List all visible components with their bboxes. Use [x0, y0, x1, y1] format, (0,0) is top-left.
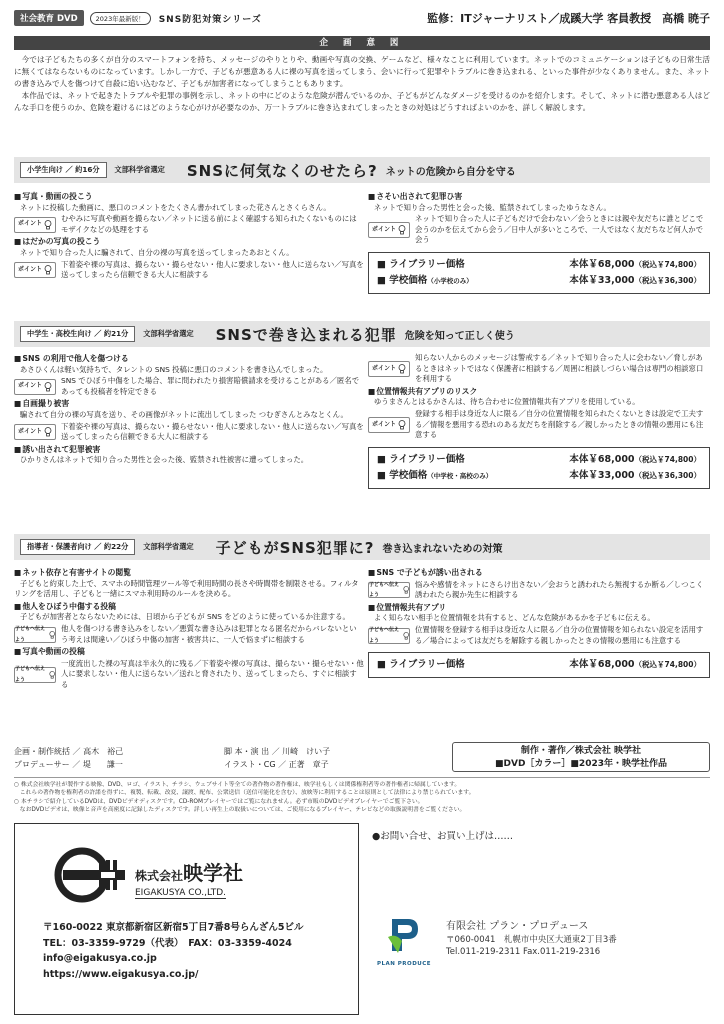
section-bar	[14, 157, 710, 183]
point-row	[14, 624, 364, 645]
credit-director: 企画・制作統括 ／ 高木 裕己	[14, 747, 124, 756]
point-row	[14, 659, 364, 691]
bulb-icon	[44, 427, 52, 437]
price-box	[368, 652, 710, 678]
plan-produce-logo-text: PLAN PRODUCE	[376, 961, 432, 967]
topic-body: あさひくんは軽い気持ちで、タレントの SNS 投稿に悪口のコメントを書き込んでしまった。	[19, 364, 328, 374]
approval-label: 文部科学省選定	[143, 329, 194, 338]
point-text: SNS でひぼう中傷をした場合、罪に問われたり損害賠償請求を受けることがある／匿名であっても投稿者を特定できる	[61, 376, 360, 396]
topic-title: ■ さそい出されて犯罪ひ害	[368, 192, 710, 203]
tell-children-badge: 子どもへ伝えよう	[14, 667, 56, 683]
tell-children-badge: 子どもへ伝えよう	[14, 627, 56, 643]
eigakusya-logo-icon	[53, 846, 125, 904]
section-subtitle: 巻き込まれないための対策	[382, 543, 503, 555]
topic-body: ネットで知り合った男性と会った後、監禁されてしまったゆうなさん。	[373, 202, 611, 212]
section-subtitle: ネットの危険から自分を守る	[385, 166, 516, 178]
tell-children-badge: 子どもへ伝えよう	[368, 628, 410, 644]
section-right-column	[368, 352, 710, 489]
supervisor: 監修：ITジャーナリスト／成蹊大学 客員教授 高橋 暁子	[427, 12, 710, 25]
topic-title: ■ 誘い出されて犯罪被害	[14, 445, 364, 456]
topic-title: ■ 自画撮り被害	[14, 399, 364, 410]
company-email[interactable]: info@eigakusya.co.jp	[43, 953, 157, 964]
dealer-tel: Tel.011-219-2311 Fax.011-219-2316	[446, 947, 601, 957]
dealer-name: 有限会社 プラン・プロデュース	[446, 921, 589, 932]
point-badge: ポイント	[368, 361, 410, 377]
section-left-column	[14, 566, 364, 693]
company-english: EIGAKUSYA CO.,LTD.	[135, 888, 227, 898]
topic-body: 騙されて自分の裸の写真を送り、その画像がネットに流出してしまった つむぎさんとみなとくん。	[19, 409, 348, 419]
dvd-badge: 社会教育 DVD	[14, 10, 84, 26]
section-left-column	[14, 190, 364, 283]
copyright-notes	[14, 777, 710, 815]
point-row	[14, 422, 364, 443]
point-row	[368, 353, 710, 385]
dealer-info	[446, 921, 617, 959]
note-line: ○ 本チラシで紹介しているDVDは、DVDビデオディスクです。CD-ROMプレイヤーではご覧になれません。必ず市販のDVDビデオプレイヤーでご覧下さい。	[14, 798, 424, 805]
bulb-icon	[44, 265, 52, 275]
bulb-icon	[403, 631, 409, 641]
series-title: SNS防犯対策シリーズ	[158, 14, 262, 25]
topic-body: ネットに投稿した動画に、悪口のコメントをたくさん書かれてしまった花さんとさくらさん。	[19, 202, 331, 212]
point-row	[368, 580, 710, 601]
new-edition-badge: 2023年最新版！	[90, 12, 151, 25]
target-label: 小学生向け ／ 約16分	[20, 162, 107, 178]
topic-body: 子どもと約束した上で、スマホの時間管理ツール等で利用時間の長さや時間帯を制限させる。フィルタリングを活用し、子どもと一緒にスマホ利用時のルールを決める。	[14, 578, 359, 599]
price-line: ■ ライブラリー価格 本体￥68,000（税込￥74,800）	[377, 258, 701, 270]
bulb-icon	[49, 670, 55, 680]
point-text: 下着姿や裸の写真は、撮らない・撮らせない・他人に要求しない・他人に送らない／写真を送ってしまったら信頼できる大人に相談する	[61, 259, 364, 280]
section-title: SNSに何気なくのせたら?	[186, 161, 378, 180]
bulb-icon	[403, 585, 409, 595]
point-badge: ポイント	[14, 262, 56, 278]
plan-title-bar: 企 画 意 図	[14, 36, 710, 50]
topic-title: ■ 写真・動画の投こう	[14, 192, 364, 203]
point-row	[368, 214, 710, 246]
plan-produce-logo-icon	[386, 915, 422, 955]
note-line: これらの著作物を権利者の許諾を得ずに、複製、転載、改変、譲渡、配布、公衆送信（送信可能化を含む）、放映等に利用することは原則として法律により禁じられています。	[14, 790, 475, 797]
point-text: 悩みや感情をネットにさらけ出さない／会おうと誘われたら無視するか断る／しつこく誘われたら親か先生に相談する	[415, 579, 704, 600]
plan-intro	[14, 54, 710, 114]
section-bar	[14, 321, 710, 347]
point-text: 他人を傷つける書き込みをしない／悪質な書き込みは犯罪となる匿名だからバレないという考えは間違い／ひぼう中傷の加害・被害共に、一人で悩まずに相談する	[61, 623, 357, 644]
topic-title: ■ はだかの写真の投こう	[14, 237, 364, 248]
section-subtitle: 危険を知って正しく使う	[404, 330, 515, 342]
production-credit: 制作・著作／株式会社 映学社	[520, 746, 642, 756]
bulb-icon	[49, 630, 55, 640]
price-line: ■ 学校価格（小学校のみ） 本体￥33,000（税込￥36,300）	[377, 274, 701, 286]
point-text: 下着姿や裸の写真は、撮らない・撮らせない・他人に要求しない・他人に送らない／写真を送ってしまったら信頼できる大人に相談する	[61, 421, 364, 442]
price-box	[368, 252, 710, 294]
point-text: 知らない人からのメッセージは警戒する／ネットで知り合った人に会わない／脅しがあるときはネットではなく保護者に相談する／周囲に相談しづらい場合は専門の相談窓口を利用する	[415, 353, 704, 384]
top-header	[14, 8, 710, 28]
point-badge: ポイント	[368, 222, 410, 238]
point-text: ネットで知り合った人に子どもだけで会わない／会うときには親や友だちに誰とどこで会うのかを伝えてから会う／日中人が多いところで、一人ではなく友だちなど何人かで会う	[415, 214, 704, 245]
topic-title: ■ SNS の利用で他人を傷つける	[14, 354, 364, 365]
point-badge: ポイント	[14, 379, 56, 395]
bulb-icon	[44, 220, 52, 230]
point-row	[368, 409, 710, 441]
topic-body: ゆうまさんとはるかさんは、待ち合わせに位置情報共有アプリを使用している。	[373, 397, 640, 407]
topic-body: よく知らない相手と位置情報を共有すると、どんな危険があるかを子どもに伝える。	[373, 613, 655, 623]
section-bar	[14, 534, 710, 560]
credit-producer: プロデューサー ／ 堤 謙一	[14, 760, 123, 769]
point-badge: ポイント	[14, 217, 56, 233]
topic-title: ■ 位置情報共有アプリのリスク	[368, 387, 710, 398]
topic-title: ■ 他人をひぼう中傷する投稿	[14, 602, 364, 613]
staff-credits	[14, 745, 434, 771]
section-right-column	[368, 190, 710, 294]
bulb-icon	[398, 225, 406, 235]
target-label: 中学生・高校生向け ／ 約21分	[20, 326, 135, 342]
bulb-icon	[44, 382, 52, 392]
production-format: ■DVD［カラー］■2023年・映学社作品	[495, 759, 667, 769]
topic-title: ■ 位置情報共有アプリ	[368, 603, 710, 614]
point-row	[14, 260, 364, 281]
company-address: 〒160-0022 東京都新宿区新宿5丁目7番8号らんざん5ビル	[43, 922, 304, 933]
topic-body: ネットで知り合った人に騙されて、自分の裸の写真を送ってしまったあおとくん。	[19, 247, 294, 257]
point-text: むやみに写真や動画を撮らない／ネットに送る前によく確認する知られたくないものにはモザイクなどの処理をする	[61, 214, 357, 234]
company-contact	[43, 920, 303, 982]
approval-label: 文部科学省選定	[143, 542, 194, 551]
price-box	[368, 447, 710, 489]
inquiry-label: ●お問い合せ、お買い上げは……	[372, 831, 514, 842]
point-text: 位置情報を登録する相手は身近な人に限る／自分の位置情報を知られない設定を活用する／場合によっては友だちを解除する親しかったときの情報の悪用にも注意する	[415, 624, 704, 645]
section-title: 子どもがSNS犯罪に?	[215, 538, 375, 557]
topic-body: 子どもが加害者とならないためには、日頃から子どもが SNS をどのように使っているか注意する。	[19, 612, 350, 622]
credit-illustration: イラスト・CG ／ 正著 章子	[224, 760, 329, 769]
company-box	[14, 823, 359, 1015]
note-line: なおDVDビデオは、映像と音声を高密度に記録したディスクです。詳しい再生上の取扱いについては、ご使用になるプレイヤー、テレビなどの取扱説明書をご覧ください。	[14, 807, 466, 814]
dealer-address: 〒060-0041 札幌市中央区大通東2丁目3番	[446, 934, 617, 945]
point-row	[368, 625, 710, 646]
point-row	[14, 376, 364, 397]
production-box	[452, 742, 710, 772]
target-label: 指導者・保護者向け ／ 約22分	[20, 539, 135, 555]
price-line: ■ ライブラリー価格 本体￥68,000（税込￥74,800）	[377, 453, 701, 465]
price-line: ■ 学校価格（中学校・高校のみ） 本体￥33,000（税込￥36,300）	[377, 469, 701, 481]
tell-children-badge: 子どもへ伝えよう	[368, 582, 410, 598]
topic-title: ■ 写真や動画の投稿	[14, 647, 364, 658]
plan-produce-logo	[374, 915, 434, 967]
section-title: SNSで巻き込まれる犯罪	[215, 325, 397, 344]
point-row	[14, 214, 364, 235]
intro-paragraph: 今では子どもたちの多くが自分のスマートフォンを持ち、メッセージのやりとりや、動画や写真の交換、ゲームなど、様々なことに利用しています。ネットでのコミュニケーションは子どもの日常生活に無くてはならないものになっています。しかし一方で、子どもが悪意ある人に裸の写真を送ってしまう、会いに行って犯罪やトラブルに巻き込まれる、といった事件が少なくありません。また、ネットの書き込みで人を傷つけて自殺に追い込むなど、子どもが加害者になってしまうこともあります。	[14, 55, 710, 89]
note-line: ○ 株式会社映学社が製作する映像、DVD、ロゴ、イラスト、チラシ、ウェブサイト等全ての著作物の著作権は、映学社もしくは関係権利者等の著作権者に帰属しています。	[14, 782, 461, 788]
point-badge: ポイント	[14, 424, 56, 440]
point-text: 登録する相手は身近な人に限る／自分の位置情報を知られたくないときは設定で工夫する／情報を悪用する恐れのある友だちを削除する／親しかったときの情報の悪用にも注意する	[415, 408, 704, 440]
topic-body: ひかりさんはネットで知り合った男性と会った後、監禁され性被害に遭ってしまった。	[19, 455, 309, 465]
credit-writer: 脚 本・演 出 ／ 川崎 けい子	[224, 747, 331, 756]
company-name: 株式会社映学社	[135, 861, 244, 885]
section-right-column	[368, 566, 710, 678]
topic-title: ■ SNS で子どもが誘い出される	[368, 568, 710, 579]
topic-title: ■ ネット依存と有害サイトの閲覧	[14, 568, 364, 579]
section-left-column	[14, 352, 364, 466]
company-url[interactable]: https://www.eigakusya.co.jp/	[43, 968, 199, 980]
price-line: ■ ライブラリー価格 本体￥68,000（税込￥74,800）	[377, 659, 701, 671]
approval-label: 文部科学省選定	[114, 165, 165, 174]
bulb-icon	[398, 420, 406, 430]
company-tel: TEL：03-3359-9729（代表） FAX：03-3359-4024	[43, 937, 292, 949]
point-text: 一度流出した裸の写真は半永久的に残る／下着姿や裸の写真は、撮らない・撮らせない・他人に要求しない・他人に送らない／送れと脅されたり、送ってしまったら、すぐに相談する	[61, 658, 364, 689]
bulb-icon	[398, 364, 406, 374]
intro-paragraph: 本作品では、ネットで起きたトラブルや犯罪の事例を示し、ネットの中にどのような危険が潜んでいるのか、子どもがどんなダメージを受けるのかを紹介します。そして、ネットに潜む悪意ある人はどんな手口を使うのか、危険を避けるにはどのような心がけが必要なのか、万一トラブルに巻き込まれてしまったときの対処はどうすればよいのかを、詳しく解説します。	[14, 91, 710, 113]
point-badge: ポイント	[368, 417, 410, 433]
